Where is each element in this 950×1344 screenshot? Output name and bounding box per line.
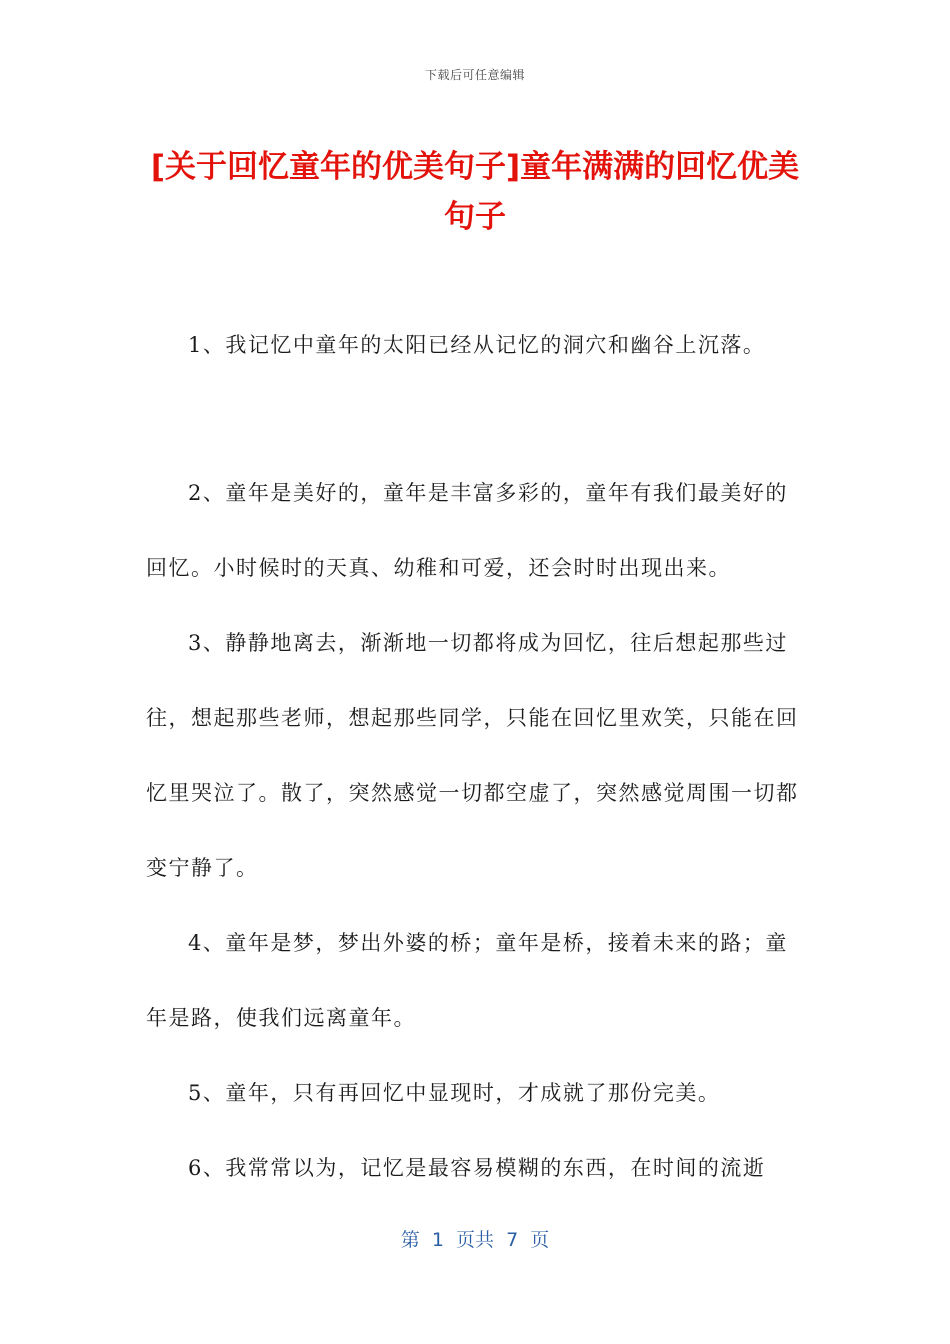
paragraph-3: 3、静静地离去，渐渐地一切都将成为回忆，往后想起那些过往，想起那些老师，想起那些同学，只能在回忆里欢笑，只能在回忆里哭泣了。散了，突然感觉一切都空虚了，突然感觉周围一切都变宁静了。	[146, 631, 799, 880]
paragraph-1: 1、我记忆中童年的太阳已经从记忆的洞穴和幽谷上沉落。	[188, 333, 766, 357]
paragraph-2: 2、童年是美好的，童年是丰富多彩的，童年有我们最美好的回忆。小时候时的天真、幼稚和可爱，还会时时出现出来。	[146, 481, 788, 580]
paragraph-4: 4、童年是梦，梦出外婆的桥；童年是桥，接着未来的路；童年是路，使我们远离童年。	[146, 931, 788, 1030]
page-number: 第 1 页共 7 页	[400, 1229, 550, 1251]
document-title: [关于回忆童年的优美句子]童年满满的回忆优美句子	[150, 149, 800, 235]
document-body	[146, 456, 806, 1206]
paragraph-5: 5、童年，只有再回忆中显现时，才成就了那份完美。	[188, 1081, 721, 1105]
paragraph-6: 6、我常常以为，记忆是最容易模糊的东西，在时间的流逝	[188, 1156, 766, 1180]
document-body-intro	[146, 308, 806, 383]
download-note: 下载后可任意编辑	[424, 68, 525, 82]
